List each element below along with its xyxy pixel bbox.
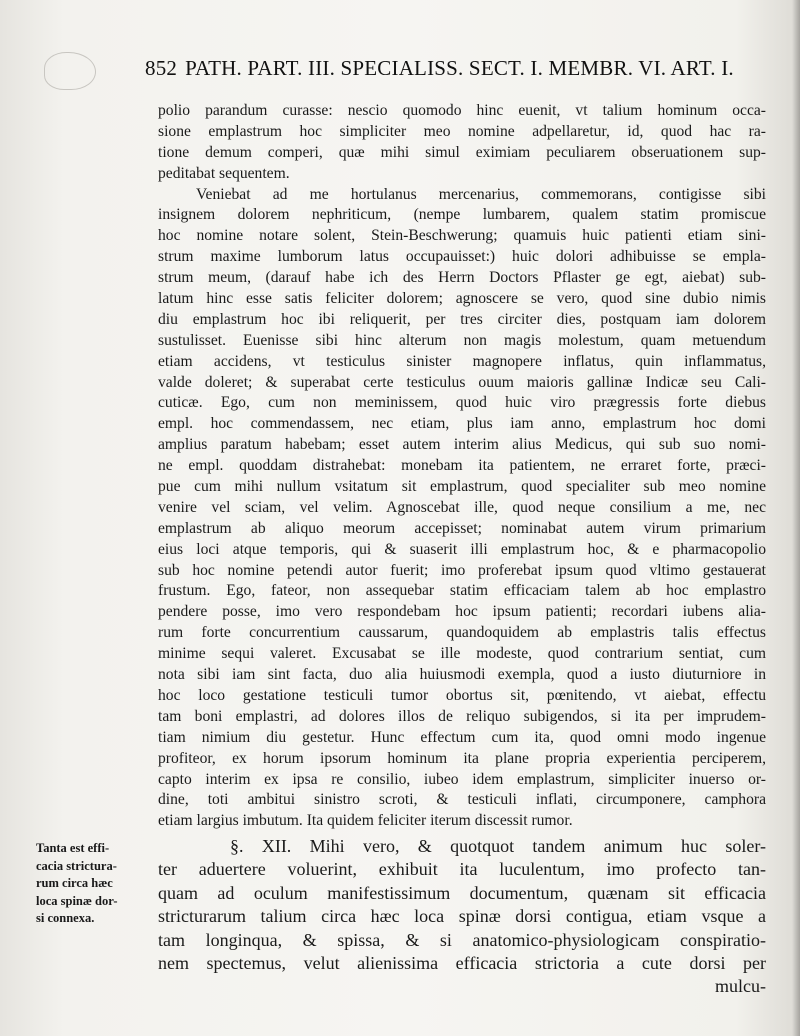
text-line: dine, toti ambitui sinistro scroti, & testiculi inflati, circumponere, camphora — [158, 791, 766, 809]
text-line: amplius paratum habebam; esset autem interim alius Medicus, qui sub suo nomi- — [158, 436, 766, 454]
text-line: tiam nimium diu gestetur. Hunc effectum cum ita, quod omni modo ingenue — [158, 728, 766, 746]
text-line: empl. hoc commendassem, nec etiam, plus iam anno, emplastrum hoc domi — [158, 415, 766, 433]
marginal-note-line: Tanta est effi- — [36, 841, 110, 855]
text-line: sione emplastrum hoc simpliciter meo nomine adpellaretur, id, quod hac ra- — [158, 122, 766, 140]
catchword: mulcu- — [715, 976, 766, 997]
section-text-line: nem spectemus, velut alienissima efficacia strictoria a cute dorsi per — [158, 952, 766, 973]
text-line: profiteor, ex horum ipsorum hominum ita plane propria experientia perciperem, — [158, 749, 766, 767]
text-line: polio parandum curasse: nescio quomodo hinc euenit, vt talium hominum occa- — [158, 102, 766, 119]
text-line: etiam accidens, vt testiculus sinister magnopere inflatus, quin inflammatus, — [158, 352, 766, 370]
marginal-note-line: loca spinæ dor- — [36, 893, 118, 908]
text-line: strum meum, (darauf habe ich des Herrn Doctors Pflaster ge egt, aiebat) sub- — [158, 269, 766, 287]
section-text-line: stricturarum talium circa hæc loca spinæ dorsi contigua, etiam vsque a — [158, 906, 766, 927]
text-line: tam boni emplastri, ad dolores illos de reliquo subigendos, si ita per imprudem- — [158, 707, 766, 725]
text-line: peditabat sequentem. — [158, 164, 290, 182]
section-text-line: ter aduertere voluerint, exhibuit ita luculentum, imo profecto tan- — [158, 859, 766, 880]
running-title: PATH. PART. III. SPECIALISS. SECT. I. MEMBR. VI. ART. I. — [185, 56, 734, 80]
text-line: etiam largius imbutum. Ita quidem feliciter iterum discessit rumor. — [158, 812, 573, 830]
text-line: rum forte concurrentium caussarum, quandoquidem ab emplastris talis effectus — [158, 624, 766, 642]
text-line: hoc nomine notare solent, Stein-Beschwerung; quamuis huic patienti etiam sini- — [158, 227, 766, 245]
text-line: pendere posse, imo vero respondebam hoc ipsum patienti; recordari iubens alia- — [158, 603, 766, 621]
text-line: latum hinc esse satis feliciter dolorem; agnoscere se vero, quod sine dubio nimis — [158, 290, 766, 308]
text-line: sustulisset. Euenisse sibi hinc alterum non magis molestum, quam metuendum — [158, 331, 766, 349]
text-line: diu emplastrum hoc ibi reliquerit, per tres circiter dies, postquam iam dolorem — [158, 310, 766, 328]
text-line: emplastrum ab aliquo meorum accepisset; nominabat autem virum primarium — [158, 519, 766, 537]
text-line: minime sequi valeret. Excusabat se ille modeste, quod contrarium sentiat, cum — [158, 645, 766, 663]
marginal-note-line: cacia strictura- — [36, 858, 117, 873]
section-text-line: §. XII. Mihi vero, & quotquot tandem animum huc soler- — [230, 836, 766, 856]
text-line: sub hoc nomine petendi autor fuerit; imo proferebat ipsum quod vltimo gestauerat — [158, 561, 766, 579]
text-line: pue cum mihi nullum vsitatum sit emplastrum, quod specialiter sub meo nomine — [158, 478, 766, 496]
main-paragraphs — [158, 101, 766, 832]
text-line: venire vel sciam, vel velim. Agnoscebat ille, quod neque consilium a me, nec — [158, 498, 766, 516]
page-number: 852 — [145, 56, 178, 80]
text-line: cuticæ. Ego, cum non meminissem, quod huic viro prægressis forte diebus — [158, 394, 766, 412]
marginal-note-line: rum circa hæc — [36, 876, 113, 890]
text-line: Veniebat ad me hortulanus mercenarius, commemorans, contigisse sibi — [196, 185, 766, 203]
text-line: frustum. Ego, fateor, non assequebar statim efficaciam talem ab hoc emplastro — [158, 582, 766, 600]
marginal-note-line: si connexa. — [36, 911, 95, 925]
bleed-through-mark — [44, 52, 96, 90]
section-text-line: tam longinqua, & spissa, & si anatomico-physiologicam conspiratio- — [158, 929, 766, 950]
text-line: capto interim ex ipsa re consilio, iubeo idem emplastrum, simpliciter inuerso or- — [158, 770, 766, 788]
section-text-line: quam ad oculum manifestissimum documentum, quænam sit efficacia — [158, 882, 766, 903]
marginal-note — [36, 840, 148, 928]
text-line: hoc loco gestatione testiculi tumor obortus sit, pœnitendo, vt aiebat, effectu — [158, 686, 766, 704]
text-line: insignem dolorem nephriticum, (nempe lumbarem, qualem statim promiscue — [158, 206, 766, 224]
text-line: strum maxime lumborum latus occupauisset:) huic dolori adhibuisse se empla- — [158, 248, 766, 266]
page-edge-shadow — [792, 0, 800, 1036]
text-line: valde doleret; & superabat certe testiculus ouum maioris gallinæ Indicæ seu Cali- — [158, 373, 766, 391]
section-xii — [158, 835, 766, 999]
text-line: eius loci atque temporis, qui & suaserit illi emplastrum hoc, & e pharmacopolio — [158, 540, 766, 558]
text-line: ne empl. quoddam distrahebat: monebam ita patientem, ne erraret forte, præci- — [158, 457, 766, 475]
text-line: nota sibi iam sint facta, duo alia huiusmodi exempla, quod a iusto diuturniore in — [158, 666, 766, 684]
running-head — [145, 56, 765, 81]
text-line: tione demum comperi, quæ mihi simul eximiam peculiarem obseruationem sup- — [158, 143, 766, 161]
